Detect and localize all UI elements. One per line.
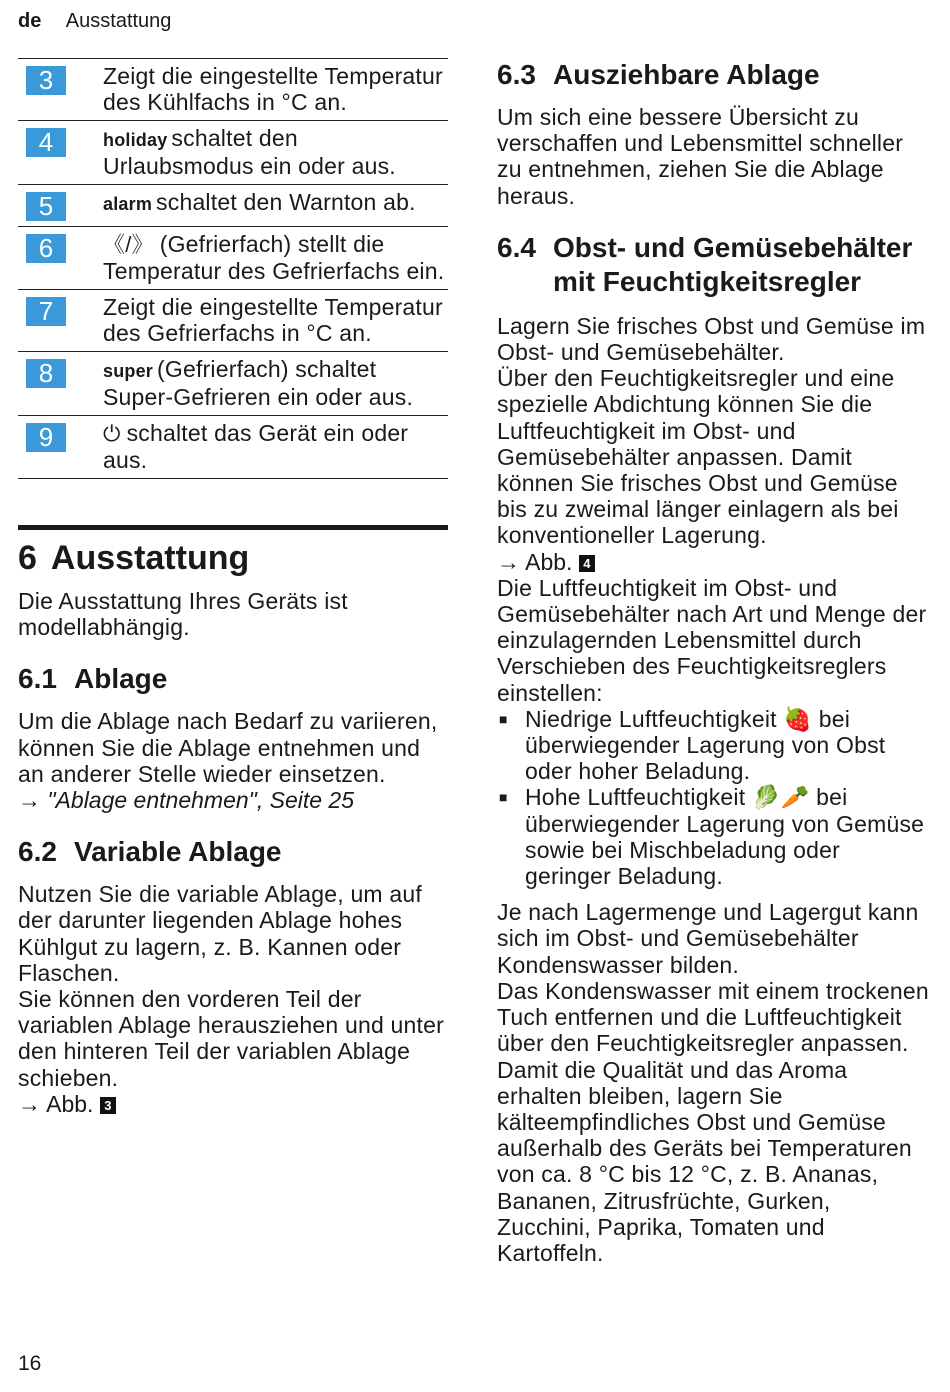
key-description: Zeigt die eingestellte Temperatur des Kühlfachs in °C an.: [103, 59, 448, 121]
key-description: 《/》 (Gefrierfach) stellt die Temperatur des Gefrierfachs ein.: [103, 227, 448, 290]
power-icon: ⏻: [103, 421, 121, 446]
running-section-title: Ausstattung: [65, 10, 172, 32]
key-number-badge: 7: [26, 297, 66, 326]
figure-reference: → Abb. 4: [497, 549, 929, 575]
cross-reference-link[interactable]: → "Ablage entnehmen", Seite 25: [18, 787, 354, 814]
humidity-setting-list: [497, 706, 929, 889]
key-description: Zeigt die eingestellte Temperatur des Gefrierfachs in °C an.: [103, 290, 448, 352]
arrow-icon: →: [497, 548, 520, 575]
section-6-4-text: Lagern Sie frisches Obst und Gemüse im Obst- und Gemüsebehälter.: [497, 312, 926, 366]
section-6-3-title: 6.3 Ausziehbare Ablage: [497, 59, 820, 90]
button-keyword: super: [103, 361, 154, 381]
key-number-badge: 6: [26, 234, 66, 263]
section-6-4-title: 6.4 Obst- und Gemüsebehälter mit Feuchtigkeitsregler: [497, 231, 913, 297]
language-code: de: [18, 10, 42, 32]
section-6-4-text: Damit die Qualität und das Aroma erhalten bleiben, lagern Sie kälteempfindliches Obst und Gemüse außerhalb des Geräts bei Temperaturen von ca. 8 °C bis 12 °C, z. B. Ananas, Bananen, Zitrusfrüchte, Gurken, Zucchini, Paprika, Tomaten und Kartoffeln.: [497, 1056, 912, 1266]
key-row: [18, 290, 448, 352]
chapter-title: 6 Ausstattung: [18, 539, 250, 577]
fruit-icon: 🍓: [783, 705, 813, 732]
figure-number-badge: 4: [579, 555, 595, 572]
key-description: holiday schaltet den Urlaubsmodus ein oder aus.: [103, 121, 448, 185]
key-description: alarm schaltet den Warnton ab.: [103, 185, 448, 227]
figure-reference: → Abb. 3: [18, 1091, 448, 1117]
key-row: [18, 59, 448, 121]
key-number-badge: 9: [26, 423, 66, 452]
key-number-badge: 4: [26, 128, 66, 157]
list-item: ■ Hohe Luftfeuchtigkeit 🥬🥕 bei überwiegender Lagerung von Gemüse sowie bei Mischbeladung oder geringer Beladung.: [499, 784, 925, 890]
key-row: [18, 416, 448, 479]
key-number-badge: 8: [26, 359, 66, 388]
vegetable-icon: 🥬🥕: [751, 784, 810, 811]
page-header: [18, 10, 171, 33]
section-6-3-text: Um sich eine bessere Übersicht zu verschaffen und Lebensmittel schneller zu entnehmen, ziehen Sie die Ablage heraus.: [497, 104, 904, 209]
key-number-badge: 3: [26, 66, 66, 95]
left-column: [18, 58, 448, 1117]
key-row: [18, 227, 448, 290]
right-column: [497, 58, 929, 1266]
key-row: [18, 185, 448, 227]
key-description: ⏻ schaltet das Gerät ein oder aus.: [103, 416, 448, 479]
bullet-icon: ■: [499, 789, 508, 806]
temperature-adjust-icon: 《/》: [103, 232, 154, 257]
section-6-2-text: Nutzen Sie die variable Ablage, um auf der darunter liegenden Ablage hohes Kühlgut zu lagern, z. B. Kannen oder Flaschen.: [18, 881, 422, 986]
key-description: super (Gefrierfach) schaltet Super-Gefrieren ein oder aus.: [103, 352, 448, 416]
section-6-4-text: Das Kondenswasser mit einem trockenen Tuch entfernen und die Luftfeuchtigkeit über den Feuchtigkeitsregler anpassen.: [497, 977, 929, 1057]
section-6-4-text: Die Luftfeuchtigkeit im Obst- und Gemüsebehälter nach Art und Menge der einzulagernden Lebensmittel durch Verschieben des Feuchtigkeitsreglers einstellen:: [497, 574, 927, 706]
key-number-badge: 5: [26, 192, 66, 221]
control-key-table: [18, 58, 448, 479]
figure-number-badge: 3: [100, 1097, 116, 1114]
chapter-intro: Die Ausstattung Ihres Geräts ist modellabhängig.: [18, 588, 348, 641]
chapter-6: [18, 525, 448, 1117]
page-number: 16: [18, 1352, 42, 1375]
button-keyword: holiday: [103, 130, 168, 150]
bullet-icon: ■: [499, 710, 508, 727]
arrow-icon: →: [18, 787, 41, 814]
list-item: ■ Niedrige Luftfeuchtigkeit 🍓 bei überwiegender Lagerung von Obst oder hoher Beladung.: [499, 705, 886, 785]
button-keyword: alarm: [103, 194, 153, 214]
key-row: [18, 352, 448, 416]
key-row: [18, 121, 448, 185]
section-6-4-text: Je nach Lagermenge und Lagergut kann sich im Obst- und Gemüsebehälter Kondenswasser bilden.: [497, 899, 919, 978]
section-6-1-text: Um die Ablage nach Bedarf zu variieren, können Sie die Ablage entnehmen und an anderer Stelle wieder einsetzen.: [18, 708, 438, 787]
section-6-2-text: Sie können den vorderen Teil der variablen Ablage herausziehen und unter den hinteren Teil der variablen Ablage schieben.: [18, 986, 444, 1091]
arrow-icon: →: [18, 1090, 41, 1117]
section-6-2-title: 6.2 Variable Ablage: [18, 836, 282, 868]
section-6-4-text: Über den Feuchtigkeitsregler und eine spezielle Abdichtung können Sie die Luftfeuchtigkeit im Obst- und Gemüsebehälter anpassen. Damit können Sie frisches Obst und Gemüse bis zu zweimal länger einlagern als bei konventioneller Lagerung.: [497, 365, 899, 549]
section-6-1-title: 6.1 Ablage: [18, 663, 168, 695]
